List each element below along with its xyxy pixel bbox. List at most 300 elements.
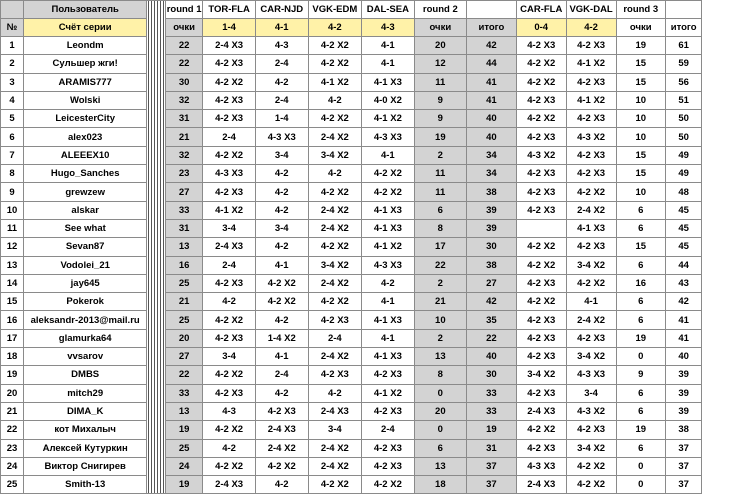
result-header: 4-1	[255, 19, 308, 37]
round1-points-cell: 33	[165, 201, 202, 219]
table-row	[1, 128, 730, 146]
subtotal-cell: 37	[466, 457, 516, 475]
result-header: 0-4	[516, 19, 566, 37]
prediction-cell: 4-2 X3	[516, 201, 566, 219]
round3-points-cell: 15	[616, 165, 665, 183]
username-cell: ALEEEX10	[24, 146, 147, 164]
column-separator	[147, 1, 166, 494]
prediction-cell: 4-2 X3	[566, 421, 616, 439]
username-cell: Sevan87	[24, 238, 147, 256]
round1-points-cell: 21	[165, 128, 202, 146]
prediction-cell: 4-2 X3	[203, 110, 256, 128]
round3-points-cell: 19	[616, 421, 665, 439]
round2-points-cell: 13	[414, 457, 466, 475]
prediction-cell: 3-4	[566, 384, 616, 402]
prediction-cell: 4-2 X3	[362, 402, 415, 420]
grand-total-cell: 42	[665, 293, 702, 311]
round1-points-cell: 20	[165, 329, 202, 347]
prediction-cell: 4-3 X3	[516, 457, 566, 475]
round2-points-cell: 17	[414, 238, 466, 256]
prediction-cell: 4-2 X3	[516, 128, 566, 146]
prediction-cell: 3-4 X2	[566, 439, 616, 457]
prediction-cell: 4-3	[255, 37, 308, 55]
username-cell: mitch29	[24, 384, 147, 402]
grand-total-cell: 41	[665, 311, 702, 329]
row-number-cell: 14	[1, 274, 24, 292]
prediction-cell: 4-2 X2	[203, 146, 256, 164]
username-cell: grewzew	[24, 183, 147, 201]
table-row	[1, 73, 730, 91]
username-cell: DMBS	[24, 366, 147, 384]
prediction-cell: 2-4 X2	[308, 128, 361, 146]
prediction-cell: 4-3 X2	[566, 128, 616, 146]
prediction-cell: 4-1 X3	[362, 219, 415, 237]
row-number-cell: 1	[1, 37, 24, 55]
prediction-cell: 4-3	[203, 402, 256, 420]
game-header: CAR-NJD	[255, 1, 308, 19]
prediction-cell: 4-2	[255, 165, 308, 183]
prediction-cell: 2-4 X3	[516, 476, 566, 494]
round2-points-cell: 11	[414, 165, 466, 183]
round2-points-cell: 9	[414, 110, 466, 128]
table-row	[1, 238, 730, 256]
prediction-cell: 4-2 X3	[255, 402, 308, 420]
prediction-cell: 1-4	[255, 110, 308, 128]
round2-points-cell: 2	[414, 329, 466, 347]
username-cell: aleksandr-2013@mail.ru	[24, 311, 147, 329]
prediction-cell: 4-2 X3	[203, 91, 256, 109]
header-row-1	[1, 1, 730, 19]
round3-points-cell: 6	[616, 201, 665, 219]
subtotal-cell: 38	[466, 256, 516, 274]
row-number-cell: 12	[1, 238, 24, 256]
table-row	[1, 165, 730, 183]
round2-points-cell: 19	[414, 128, 466, 146]
prediction-cell: 4-2	[308, 91, 361, 109]
prediction-cell: 4-1 X2	[203, 201, 256, 219]
prediction-cell: 4-3 X3	[362, 256, 415, 274]
prediction-cell: 4-2 X2	[255, 457, 308, 475]
username-cell: Hugo_Sanches	[24, 165, 147, 183]
subtotal-cell: 30	[466, 366, 516, 384]
round2-points-cell: 20	[414, 37, 466, 55]
round3-points-cell: 6	[616, 439, 665, 457]
grand-total-cell: 39	[665, 366, 702, 384]
grand-total-cell: 39	[665, 384, 702, 402]
prediction-cell: 2-4	[362, 421, 415, 439]
grand-total-cell: 44	[665, 256, 702, 274]
prediction-cell: 4-2 X2	[203, 311, 256, 329]
prediction-cell: 2-4	[255, 366, 308, 384]
table-row	[1, 402, 730, 420]
row-number-cell: 22	[1, 421, 24, 439]
prediction-cell: 4-2	[255, 73, 308, 91]
username-cell: Wolski	[24, 91, 147, 109]
prediction-cell: 4-3 X3	[362, 128, 415, 146]
row-number-cell: 11	[1, 219, 24, 237]
grand-total-cell: 45	[665, 219, 702, 237]
table-row	[1, 329, 730, 347]
prediction-cell: 4-1	[362, 146, 415, 164]
username-cell: alex023	[24, 128, 147, 146]
prediction-cell: 4-2 X2	[203, 457, 256, 475]
round3-points-cell: 6	[616, 384, 665, 402]
grand-total-cell: 40	[665, 348, 702, 366]
prediction-cell: 2-4 X2	[566, 311, 616, 329]
round3-points-cell: 15	[616, 146, 665, 164]
prediction-cell: 4-2 X3	[516, 165, 566, 183]
prediction-cell: 3-4	[203, 219, 256, 237]
prediction-cell: 4-1	[362, 329, 415, 347]
prediction-cell: 4-1	[566, 293, 616, 311]
username-cell: Vodolei_21	[24, 256, 147, 274]
prediction-cell: 4-2 X2	[362, 183, 415, 201]
round1-points-cell: 33	[165, 384, 202, 402]
subtotal-cell: 34	[466, 146, 516, 164]
grand-total-cell: 61	[665, 37, 702, 55]
round1-points-cell: 25	[165, 274, 202, 292]
round3-points-cell: 15	[616, 73, 665, 91]
round3-points-cell: 6	[616, 293, 665, 311]
table-row	[1, 55, 730, 73]
grand-total-cell: 45	[665, 201, 702, 219]
round3-points-cell: 10	[616, 128, 665, 146]
prediction-cell: 4-3 X2	[566, 402, 616, 420]
grand-total-cell: 50	[665, 128, 702, 146]
prediction-cell: 4-2	[203, 293, 256, 311]
round1-points-cell: 31	[165, 219, 202, 237]
round3-points-cell: 16	[616, 274, 665, 292]
prediction-cell: 4-1 X2	[566, 55, 616, 73]
subtotal-cell: 19	[466, 421, 516, 439]
username-cell: LeicesterCity	[24, 110, 147, 128]
username-cell: Сульшер жги!	[24, 55, 147, 73]
prediction-cell: 2-4 X3	[308, 402, 361, 420]
grand-total-cell: 45	[665, 238, 702, 256]
table-row	[1, 421, 730, 439]
username-cell: ARAMIS777	[24, 73, 147, 91]
round3-points-cell: 9	[616, 366, 665, 384]
prediction-cell: 4-2 X2	[362, 476, 415, 494]
subtotal-cell: 33	[466, 402, 516, 420]
round3-header: round 3	[616, 1, 665, 19]
prediction-cell: 2-4 X2	[308, 348, 361, 366]
prediction-cell: 4-2	[255, 476, 308, 494]
round1-points-cell: 30	[165, 73, 202, 91]
row-number-cell: 6	[1, 128, 24, 146]
prediction-cell: 1-4 X2	[255, 329, 308, 347]
table-row	[1, 274, 730, 292]
prediction-cell: 2-4	[255, 55, 308, 73]
prediction-cell: 4-2 X3	[516, 37, 566, 55]
username-cell: vvsarov	[24, 348, 147, 366]
game-header: VGK-EDM	[308, 1, 361, 19]
subtotal-cell: 30	[466, 238, 516, 256]
grand-total-cell: 48	[665, 183, 702, 201]
round3-points-cell: 15	[616, 238, 665, 256]
prediction-cell: 4-2	[308, 165, 361, 183]
username-cell: Smith-13	[24, 476, 147, 494]
table-row	[1, 37, 730, 55]
subtotal-cell: 41	[466, 91, 516, 109]
prediction-cell: 4-2 X2	[516, 73, 566, 91]
prediction-cell: 4-2 X2	[516, 110, 566, 128]
table-row	[1, 183, 730, 201]
round1-points-cell: 31	[165, 110, 202, 128]
prediction-cell: 4-2 X2	[203, 421, 256, 439]
round2-points-cell: 11	[414, 183, 466, 201]
table-row	[1, 201, 730, 219]
subtotal-cell: 41	[466, 73, 516, 91]
round3-points-cell: 0	[616, 457, 665, 475]
prediction-cell: 4-3 X2	[516, 146, 566, 164]
round3-points-cell: 10	[616, 183, 665, 201]
grand-total-cell: 37	[665, 476, 702, 494]
prediction-cell: 4-1 X3	[362, 201, 415, 219]
username-cell: Pokerok	[24, 293, 147, 311]
table-row	[1, 476, 730, 494]
prediction-cell: 4-2	[255, 311, 308, 329]
row-number-cell: 13	[1, 256, 24, 274]
round3-points-cell: 6	[616, 402, 665, 420]
prediction-cell: 2-4 X2	[308, 201, 361, 219]
round3-points-cell: 19	[616, 37, 665, 55]
round1-points-cell: 19	[165, 421, 202, 439]
round2-header: round 2	[414, 1, 466, 19]
table-row	[1, 219, 730, 237]
round3-points-cell: 6	[616, 256, 665, 274]
row-number-cell: 10	[1, 201, 24, 219]
prediction-cell: 4-3 X3	[255, 128, 308, 146]
prediction-cell: 4-3 X3	[203, 165, 256, 183]
subtotal-cell: 31	[466, 439, 516, 457]
prediction-cell: 4-1 X3	[566, 219, 616, 237]
row-number-cell: 19	[1, 366, 24, 384]
round2-points-cell: 0	[414, 384, 466, 402]
total-header: итого	[466, 19, 516, 37]
prediction-cell: 4-2	[255, 238, 308, 256]
table-row	[1, 366, 730, 384]
prediction-cell: 4-2 X2	[308, 110, 361, 128]
subtotal-cell: 40	[466, 128, 516, 146]
round2-points-cell: 18	[414, 476, 466, 494]
prediction-cell: 4-1	[255, 256, 308, 274]
grand-total-cell: 59	[665, 55, 702, 73]
row-number-cell: 16	[1, 311, 24, 329]
row-number-cell: 9	[1, 183, 24, 201]
table-row	[1, 91, 730, 109]
username-cell: jay645	[24, 274, 147, 292]
user-header: Пользователь	[24, 1, 147, 19]
round2-points-cell: 2	[414, 274, 466, 292]
subtotal-cell: 22	[466, 329, 516, 347]
round2-points-cell: 12	[414, 55, 466, 73]
prediction-cell: 4-1	[362, 55, 415, 73]
prediction-cell: 3-4	[255, 146, 308, 164]
grand-total-cell: 56	[665, 73, 702, 91]
username-cell: Leondm	[24, 37, 147, 55]
row-number-cell: 15	[1, 293, 24, 311]
round3-points-cell: 19	[616, 329, 665, 347]
prediction-cell: 2-4	[203, 128, 256, 146]
round2-points-cell: 9	[414, 91, 466, 109]
prediction-cell: 4-2 X2	[516, 293, 566, 311]
prediction-cell: 4-2 X2	[516, 256, 566, 274]
result-header: 4-2	[308, 19, 361, 37]
round2-points-cell: 10	[414, 311, 466, 329]
grand-total-header: итого	[665, 19, 702, 37]
row-number-cell: 4	[1, 91, 24, 109]
prediction-cell: 4-2 X3	[516, 439, 566, 457]
round3-points-cell: 15	[616, 55, 665, 73]
subtotal-cell: 40	[466, 348, 516, 366]
round3-points-cell: 10	[616, 110, 665, 128]
round1-points-cell: 19	[165, 476, 202, 494]
points-header: очки	[616, 19, 665, 37]
row-number-cell: 25	[1, 476, 24, 494]
username-cell: кот Михалыч	[24, 421, 147, 439]
prediction-cell: 4-1 X2	[362, 110, 415, 128]
prediction-cell: 2-4	[203, 256, 256, 274]
prediction-cell: 4-2 X2	[255, 274, 308, 292]
round1-points-cell: 32	[165, 146, 202, 164]
prediction-cell	[516, 219, 566, 237]
prediction-cell: 4-2 X3	[203, 274, 256, 292]
prediction-cell: 4-2 X3	[516, 311, 566, 329]
round2-points-cell: 0	[414, 421, 466, 439]
subtotal-cell: 35	[466, 311, 516, 329]
prediction-cell: 2-4 X2	[308, 274, 361, 292]
prediction-cell: 4-2 X3	[362, 457, 415, 475]
subtotal-cell: 38	[466, 183, 516, 201]
table-row	[1, 348, 730, 366]
row-number-cell: 2	[1, 55, 24, 73]
prediction-cell: 3-4 X2	[308, 256, 361, 274]
prediction-cell: 4-2 X3	[362, 366, 415, 384]
prediction-cell: 4-2 X2	[308, 238, 361, 256]
prediction-cell: 3-4	[308, 421, 361, 439]
round1-header: round 1	[165, 1, 202, 19]
prediction-cell: 4-2 X3	[566, 329, 616, 347]
prediction-cell: 4-2 X2	[516, 421, 566, 439]
round2-points-cell: 8	[414, 366, 466, 384]
round1-points-cell: 22	[165, 37, 202, 55]
prediction-cell: 4-2 X2	[308, 183, 361, 201]
subtotal-cell: 33	[466, 384, 516, 402]
grand-total-cell: 49	[665, 146, 702, 164]
prediction-cell: 4-2 X2	[566, 183, 616, 201]
prediction-cell: 4-2 X3	[566, 73, 616, 91]
prediction-cell: 4-2 X3	[308, 366, 361, 384]
round2-points-cell: 8	[414, 219, 466, 237]
prediction-cell: 3-4 X2	[566, 256, 616, 274]
subtotal-cell: 44	[466, 55, 516, 73]
round1-points-cell: 32	[165, 91, 202, 109]
subtotal-cell: 40	[466, 110, 516, 128]
result-header: 1-4	[203, 19, 256, 37]
row-number-cell: 7	[1, 146, 24, 164]
prediction-cell: 4-1 X2	[308, 73, 361, 91]
table-row	[1, 110, 730, 128]
prediction-cell: 2-4	[255, 91, 308, 109]
prediction-cell: 2-4 X3	[255, 421, 308, 439]
round3-points-cell: 6	[616, 219, 665, 237]
prediction-cell: 3-4	[203, 348, 256, 366]
round3-points-cell: 0	[616, 348, 665, 366]
prediction-cell: 4-2 X3	[308, 311, 361, 329]
prediction-cell: 4-2 X2	[362, 165, 415, 183]
prediction-cell: 4-1 X2	[362, 384, 415, 402]
prediction-cell: 3-4 X2	[566, 348, 616, 366]
prediction-cell: 4-2 X3	[566, 37, 616, 55]
prediction-cell: 2-4 X2	[308, 219, 361, 237]
prediction-cell: 4-2 X2	[203, 73, 256, 91]
game-header: DAL-SEA	[362, 1, 415, 19]
prediction-cell: 2-4 X3	[203, 476, 256, 494]
prediction-cell: 4-2 X3	[516, 348, 566, 366]
game-header: CAR-FLA	[516, 1, 566, 19]
username-cell: See what	[24, 219, 147, 237]
prediction-cell: 2-4 X3	[203, 37, 256, 55]
round1-points-cell: 21	[165, 293, 202, 311]
prediction-cell: 4-2 X2	[308, 55, 361, 73]
prediction-cell: 4-2 X3	[566, 110, 616, 128]
prediction-cell: 4-1	[362, 37, 415, 55]
prediction-cell: 4-1 X3	[362, 311, 415, 329]
prediction-cell: 4-2 X2	[566, 457, 616, 475]
subtotal-cell: 39	[466, 219, 516, 237]
prediction-cell: 3-4 X2	[308, 146, 361, 164]
prediction-cell: 4-2	[362, 274, 415, 292]
row-number-cell: 5	[1, 110, 24, 128]
game-header: VGK-DAL	[566, 1, 616, 19]
prediction-cell: 4-2	[203, 439, 256, 457]
prediction-cell: 4-2 X3	[203, 183, 256, 201]
grand-total-cell: 39	[665, 402, 702, 420]
grand-total-cell: 51	[665, 91, 702, 109]
round2-points-cell: 11	[414, 73, 466, 91]
row-number-cell: 21	[1, 402, 24, 420]
round1-points-cell: 27	[165, 348, 202, 366]
round1-points-cell: 24	[165, 457, 202, 475]
prediction-cell: 4-2 X3	[516, 274, 566, 292]
round1-points-cell: 25	[165, 311, 202, 329]
prediction-cell: 4-2 X3	[566, 238, 616, 256]
prediction-cell: 3-4 X2	[516, 366, 566, 384]
row-number-cell: 18	[1, 348, 24, 366]
prediction-cell: 4-2 X2	[203, 366, 256, 384]
round1-points-cell: 25	[165, 439, 202, 457]
row-number-cell: 3	[1, 73, 24, 91]
table-row	[1, 457, 730, 475]
round1-points-cell: 22	[165, 55, 202, 73]
prediction-cell: 4-2 X2	[255, 293, 308, 311]
subtotal-cell: 34	[466, 165, 516, 183]
round3-points-cell: 6	[616, 311, 665, 329]
grand-total-cell: 37	[665, 457, 702, 475]
grand-total-cell: 37	[665, 439, 702, 457]
round2-points-cell: 21	[414, 293, 466, 311]
row-number-cell: 23	[1, 439, 24, 457]
username-cell: Виктор Снигирев	[24, 457, 147, 475]
points-header: очки	[414, 19, 466, 37]
prediction-cell: 4-2 X2	[566, 274, 616, 292]
round1-points-cell: 13	[165, 402, 202, 420]
prediction-cell: 4-2 X3	[566, 165, 616, 183]
username-cell: DIMA_K	[24, 402, 147, 420]
round2-points-cell: 13	[414, 348, 466, 366]
round3-points-cell: 0	[616, 476, 665, 494]
